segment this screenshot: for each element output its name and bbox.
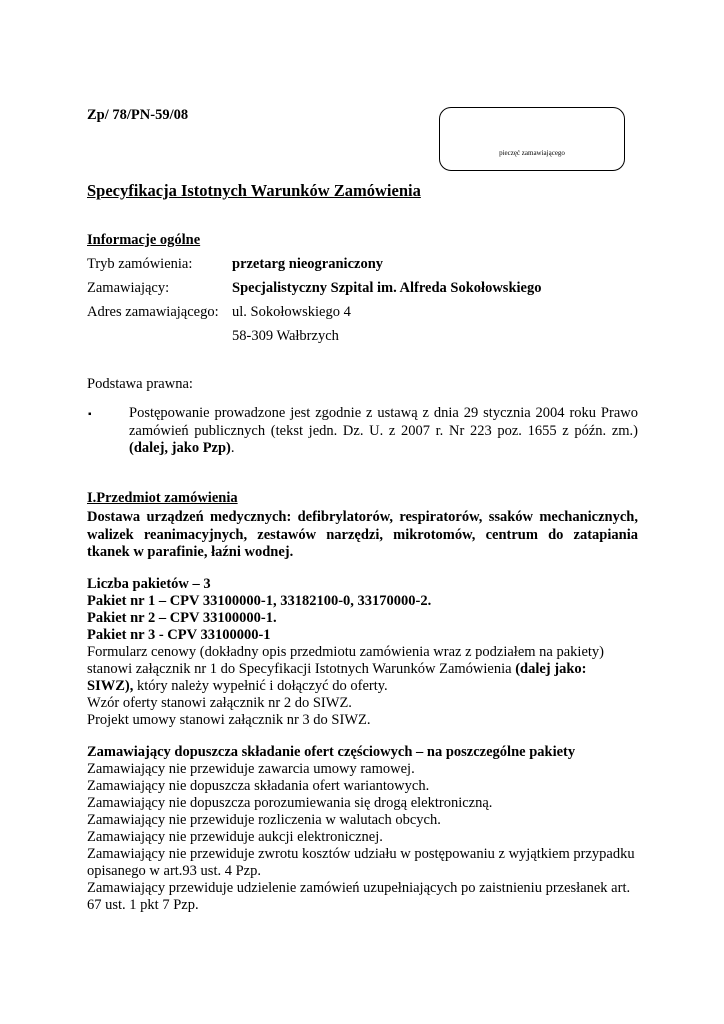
stamp-label: pieczęć zamawiającego <box>499 149 565 157</box>
address-line-2: 58-309 Wałbrzych <box>232 328 339 344</box>
price-form-line-2-text: stanowi załącznik nr 1 do Specyfikacji Istotnych Warunków Zamówienia <box>87 661 516 677</box>
offer-template-line: Wzór oferty stanowi załącznik nr 2 do SIWZ. <box>87 695 352 711</box>
price-form-line-3-text: który należy wypełnić i dołączyć do oferty. <box>133 678 388 694</box>
legal-basis-text <box>129 405 638 458</box>
address-label: Adres zamawiającego: <box>87 304 219 320</box>
condition-line: Zamawiający nie przewiduje rozliczenia w walutach obcych. <box>87 812 441 828</box>
price-form-line-3 <box>87 678 647 695</box>
procedure-type-label: Tryb zamówienia: <box>87 256 193 272</box>
condition-line: opisanego w art.93 ust. 4 Pzp. <box>87 863 261 879</box>
condition-line: Zamawiający nie przewiduje zwrotu kosztów udziału w postępowaniu z wyjątkiem przypadku <box>87 846 635 862</box>
condition-line: Zamawiający nie przewiduje zawarcia umowy ramowej. <box>87 761 415 777</box>
condition-line: 67 ust. 1 pkt 7 Pzp. <box>87 897 199 913</box>
subject-description: Dostawa urządzeń medycznych: defibrylatorów, respiratorów, ssaków mechanicznych, walizek reanimacyjnych, zestawów narzędzi, mikrotomów, centrum do zatapiania tkanek w parafinie, łaźni wodnej. <box>87 509 638 560</box>
condition-line: Zamawiający nie dopuszcza porozumiewania się drogą elektroniczną. <box>87 795 493 811</box>
contract-draft-line: Projekt umowy stanowi załącznik nr 3 do SIWZ. <box>87 712 371 728</box>
address-line-1: ul. Sokołowskiego 4 <box>232 304 351 320</box>
contracting-authority-value: Specjalistyczny Szpital im. Alfreda Sokołowskiego <box>232 280 542 296</box>
subject-heading: I.Przedmiot zamówienia <box>87 490 238 506</box>
package-3: Pakiet nr 3 - CPV 33100000-1 <box>87 627 271 643</box>
packages-list <box>87 576 647 729</box>
condition-line: Zamawiający nie dopuszcza składania ofert wariantowych. <box>87 778 430 794</box>
packages-count: Liczba pakietów – 3 <box>87 576 211 592</box>
document-title: Specyfikacja Istotnych Warunków Zamówienia <box>87 181 421 200</box>
condition-line: Zamawiający nie przewiduje aukcji elektronicznej. <box>87 829 383 845</box>
general-heading: Informacje ogólne <box>87 232 201 248</box>
contracting-authority-label: Zamawiający: <box>87 280 170 296</box>
reference-number: Zp/ 78/PN-59/08 <box>87 107 189 123</box>
package-1: Pakiet nr 1 – CPV 33100000-1, 33182100-0, 33170000-2. <box>87 593 432 609</box>
price-form-line-2-bold: (dalej jako: <box>515 661 587 677</box>
legal-basis-body: Postępowanie prowadzone jest zgodnie z ustawą z dnia 29 stycznia 2004 roku Prawo zamówień publicznych (tekst jedn. Dz. U. z 2007 r. Nr 223 poz. 1655 z późn. zm.) <box>129 405 638 439</box>
conditions-list <box>87 744 647 914</box>
legal-basis-tail: . <box>230 440 235 456</box>
legal-basis-heading: Podstawa prawna: <box>87 376 193 392</box>
price-form-line-1: Formularz cenowy (dokładny opis przedmiotu zamówienia wraz z podziałem na pakiety) <box>87 644 604 660</box>
bullet-icon: ▪ <box>88 409 92 420</box>
partial-offers-heading: Zamawiający dopuszcza składanie ofert częściowych – na poszczególne pakiety <box>87 744 576 760</box>
procedure-type-value: przetarg nieograniczony <box>232 256 384 272</box>
price-form-line-3-bold: SIWZ), <box>87 678 134 694</box>
legal-basis-abbrev: (dalej, jako Pzp) <box>129 440 231 456</box>
condition-line: Zamawiający przewiduje udzielenie zamówień uzupełniających po zaistnieniu przesłanek art. <box>87 880 631 896</box>
package-2: Pakiet nr 2 – CPV 33100000-1. <box>87 610 277 626</box>
price-form-line-2 <box>87 661 647 678</box>
stamp-box <box>439 107 625 171</box>
